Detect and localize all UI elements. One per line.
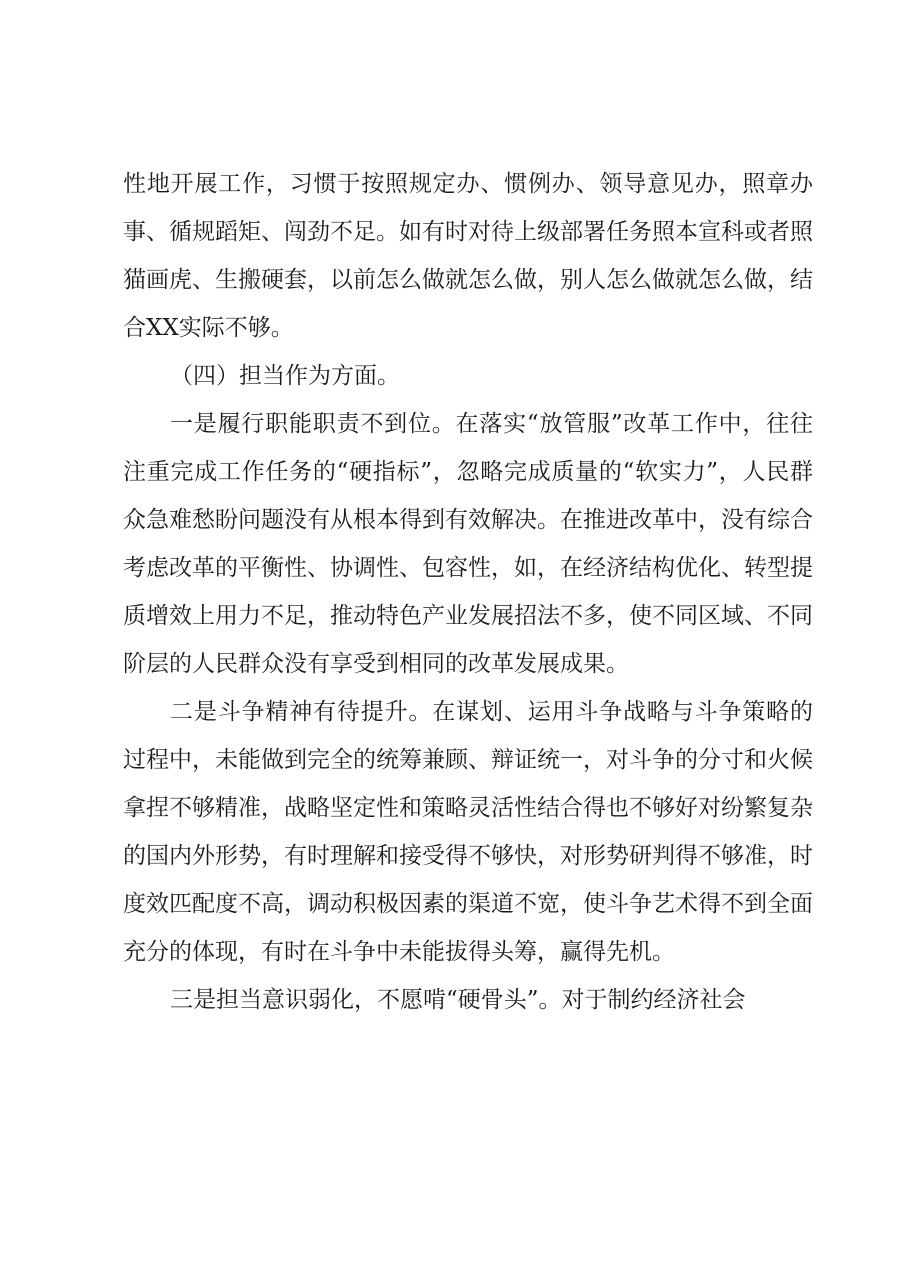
paragraph-item-two: 二是斗争精神有待提升。在谋划、运用斗争战略与斗争策略的过程中，未能做到完全的统筹兼顾、辩证统一，对斗争的分寸和火候拿捏不够精准，战略坚定性和策略灵活性结合得也不够好对纷繁复杂的国内外形势，有时理解和接受得不够快，对形势研判得不够准，时度效匹配度不高，调动积极因素的渠道不宽，使斗争艺术得不到全面充分的体现，有时在斗争中未能拔得头筹，赢得先机。 [123, 699, 813, 965]
paragraph-continuation: 性地开展工作，习惯于按照规定办、惯例办、领导意见办，照章办事、循规蹈矩、闯劲不足。如有时对待上级部署任务照本宣科或者照猫画虎、生搬硬套，以前怎么做就怎么做，别人怎么做就怎么做，结合XX实际不够。 [123, 171, 813, 341]
section-heading: （四）担当作为方面。 [170, 363, 400, 389]
document-body [123, 160, 813, 1024]
paragraph-item-three: 三是担当意识弱化，不愿啃“硬骨头”。对于制约经济社会 [170, 987, 746, 1013]
paragraph-item-one: 一是履行职能职责不到位。在落实“放管服”改革工作中，往往注重完成工作任务的“硬指标”，忽略完成质量的“软实力”，人民群众急难愁盼问题没有从根本得到有效解决。在推进改革中，没有综合考虑改革的平衡性、协调性、包容性，如，在经济结构优化、转型提质增效上用力不足，推动特色产业发展招法不多，使不同区域、不同阶层的人民群众没有享受到相同的改革发展成果。 [123, 411, 813, 677]
